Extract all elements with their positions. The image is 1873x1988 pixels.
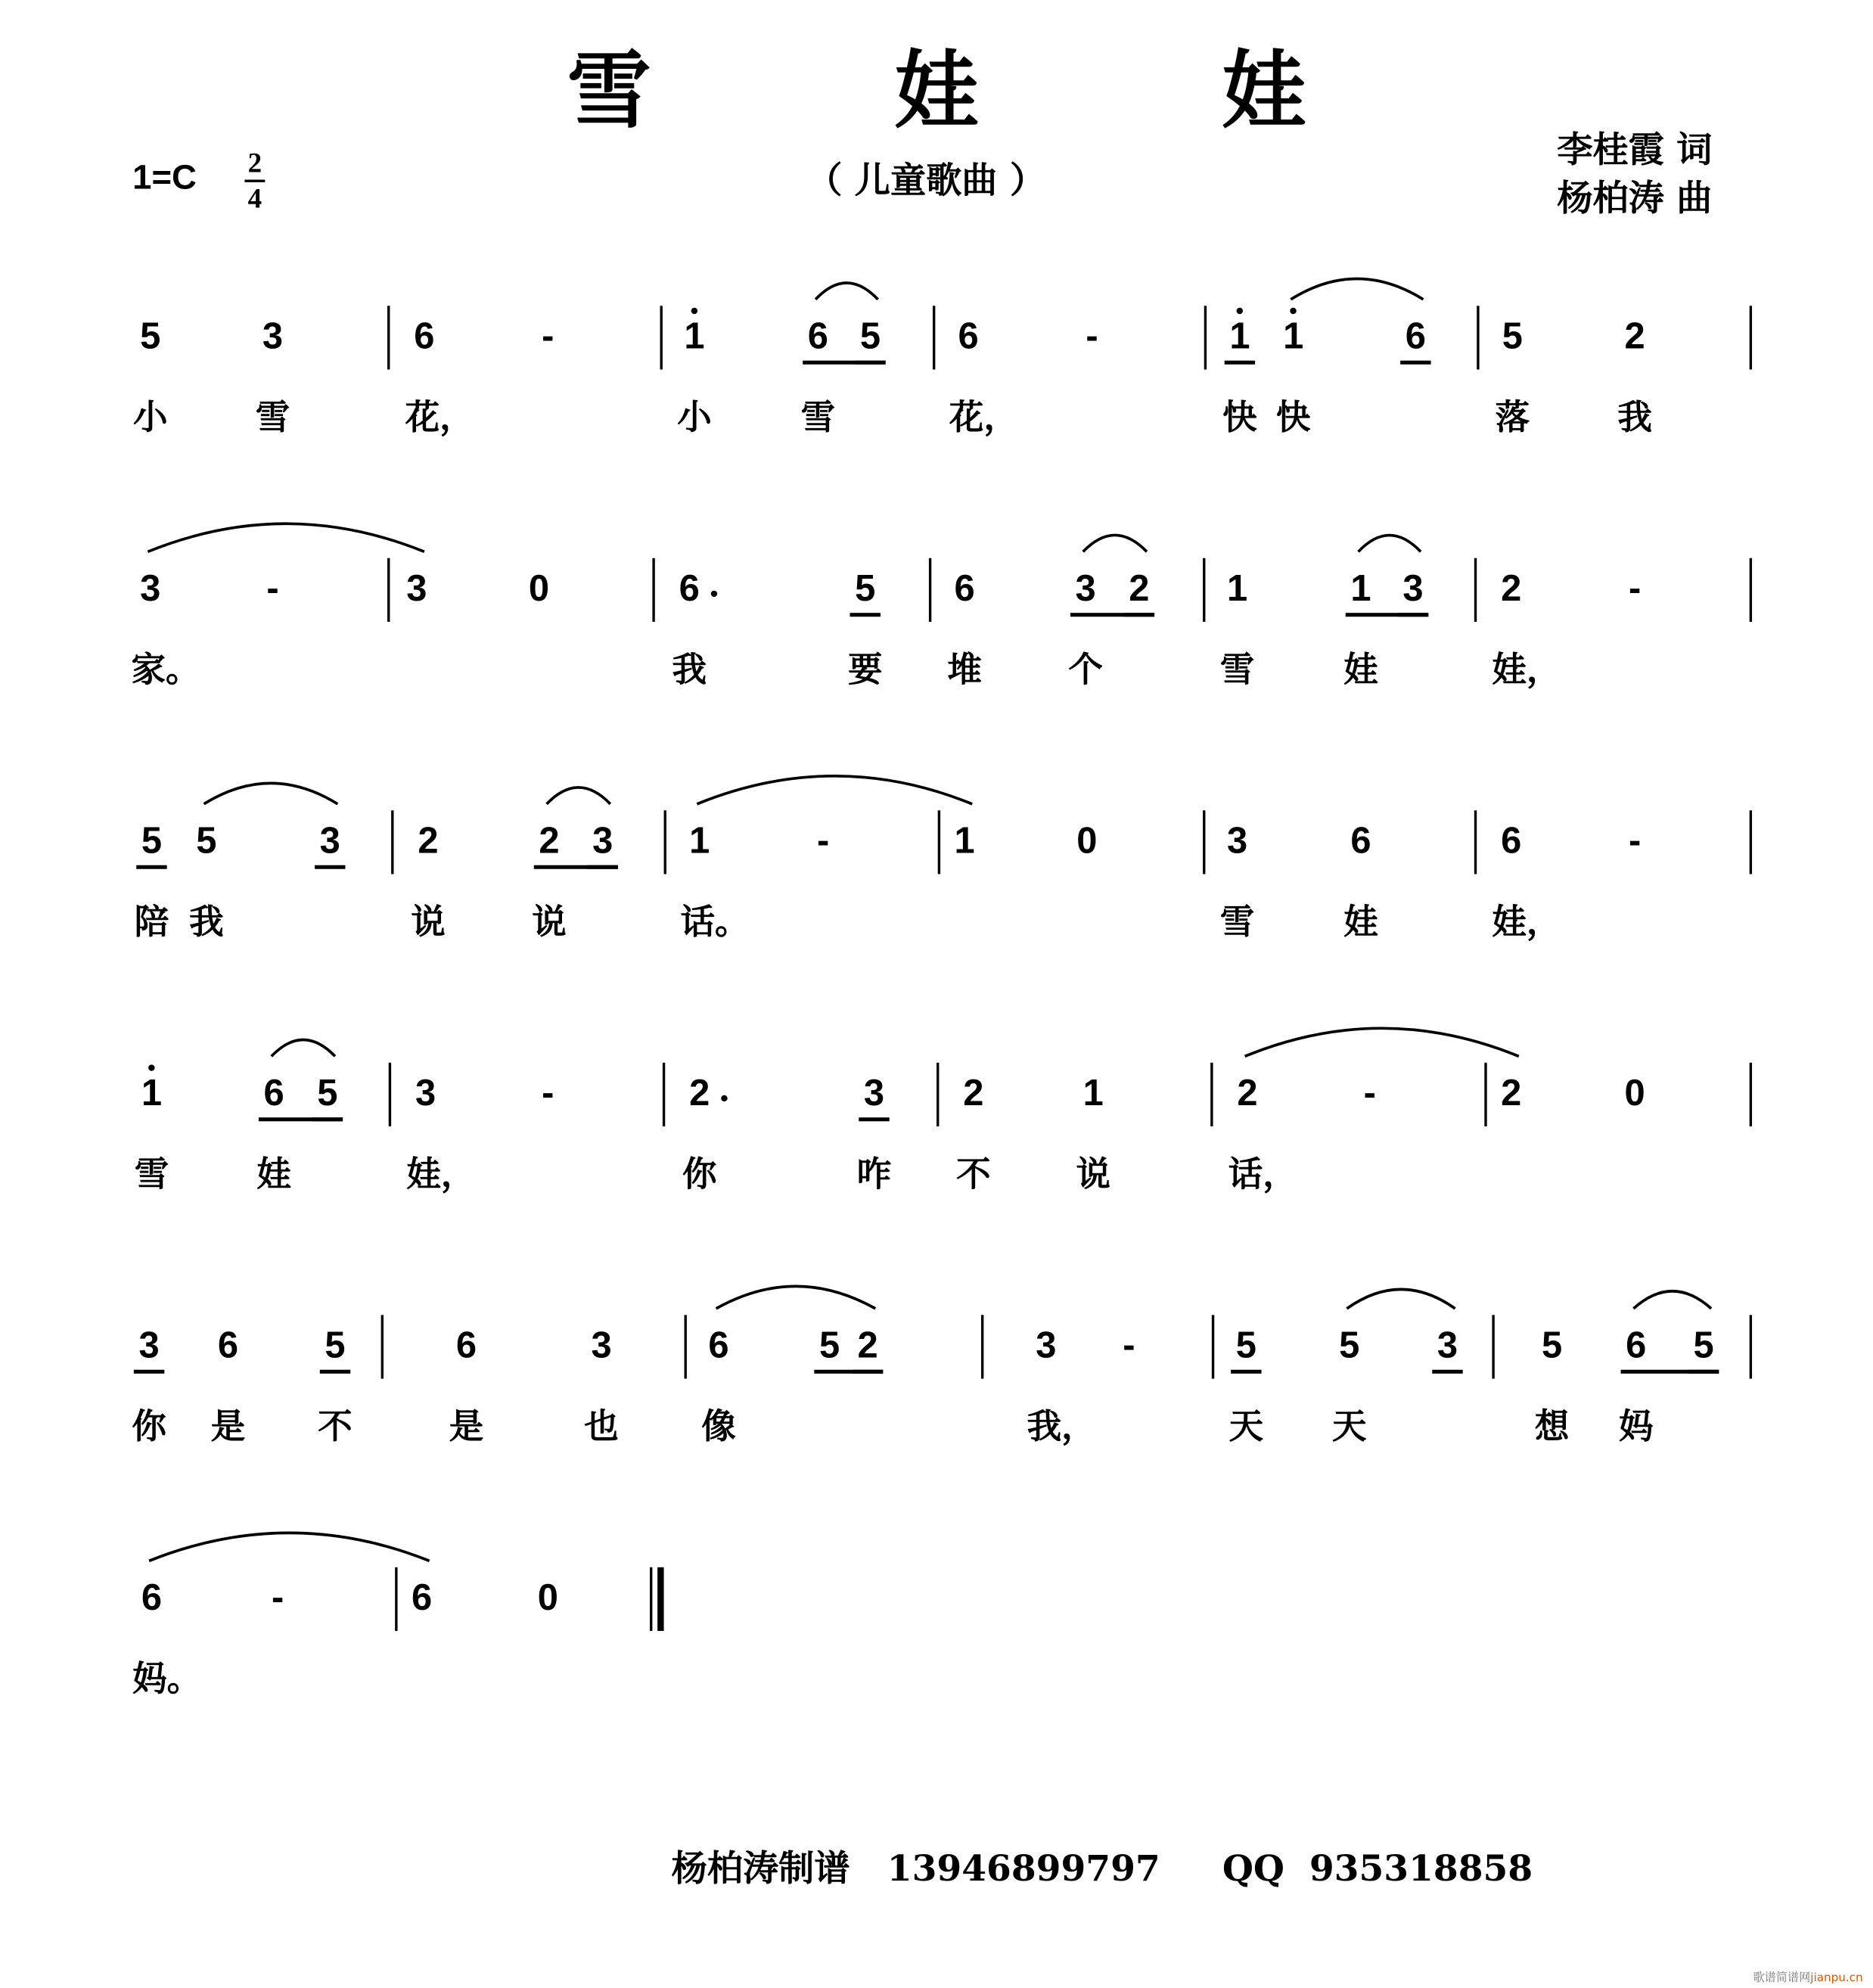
- lyric-syllable: 说: [411, 902, 446, 943]
- barline: [1750, 1315, 1752, 1378]
- lyric-syllable: 妈: [1619, 1407, 1654, 1447]
- final-barline-thick: [657, 1567, 663, 1631]
- eighth-underline: [136, 865, 166, 868]
- eighth-underline: [312, 1117, 343, 1120]
- note: 3: [262, 316, 284, 358]
- note: 5: [859, 316, 881, 358]
- note: 2: [689, 1076, 710, 1113]
- lyric-syllable: 我: [189, 902, 224, 943]
- lyric-syllable: 娃，: [1492, 650, 1561, 691]
- note: 5: [140, 316, 161, 358]
- note: 6: [958, 316, 979, 358]
- note: 0: [528, 569, 550, 610]
- lyric-syllable: 花，: [949, 398, 1018, 438]
- sustain-dash: -: [1086, 316, 1098, 358]
- note: 3: [1437, 1325, 1458, 1367]
- note: 3: [138, 1325, 160, 1367]
- note: 0: [1624, 1073, 1645, 1115]
- slur: [716, 1286, 876, 1308]
- note: 5: [1542, 1325, 1563, 1367]
- watermark: [1753, 1968, 1862, 1985]
- time-bottom: 4: [247, 182, 262, 214]
- note: 1: [684, 319, 704, 356]
- sustain-dash: -: [542, 316, 554, 358]
- note: 3: [415, 1073, 436, 1115]
- sustain-dash: -: [1628, 569, 1642, 610]
- eighth-underline: [1688, 1370, 1719, 1373]
- sustain-dash: -: [1363, 1073, 1376, 1115]
- note: 1: [1082, 1073, 1104, 1115]
- slur: [697, 776, 972, 804]
- lyric-syllable: 雪: [255, 398, 290, 438]
- barline: [1484, 1063, 1486, 1126]
- barline: [387, 558, 390, 622]
- lyric-syllable: 我: [672, 650, 707, 691]
- eighth-underline: [1231, 1370, 1261, 1373]
- lyric-syllable: 话。: [680, 902, 750, 943]
- subtitle: （ 儿童歌曲 ）: [806, 159, 1046, 202]
- barline: [387, 306, 390, 369]
- slur: [272, 1039, 335, 1056]
- barline: [1210, 1063, 1213, 1126]
- eighth-underline: [588, 865, 618, 868]
- lyric-syllable: 娃: [1343, 650, 1378, 691]
- lyric-syllable: 雪: [1219, 650, 1255, 691]
- key-text: 1=C: [132, 157, 197, 197]
- slur: [148, 523, 424, 551]
- note: 3: [319, 821, 340, 862]
- high-octave-dot: [148, 1064, 154, 1070]
- slur: [204, 783, 338, 803]
- barline: [1750, 306, 1752, 369]
- barline: [1203, 810, 1205, 874]
- barline: [391, 810, 393, 874]
- lyric-syllable: 要: [847, 650, 883, 691]
- note: 2: [539, 821, 560, 862]
- composer-credit: 杨柏涛 曲: [1557, 177, 1713, 219]
- lyric-syllable: 堆: [947, 650, 982, 691]
- eighth-underline: [853, 1370, 883, 1373]
- sustain-dash: -: [1628, 821, 1642, 862]
- note: 6: [1501, 821, 1522, 862]
- note: 3: [140, 569, 161, 610]
- lyric-syllable: 说: [532, 902, 567, 943]
- lyric-syllable: 话，: [1228, 1154, 1297, 1195]
- barline: [389, 1063, 391, 1126]
- note: 3: [863, 1073, 885, 1115]
- lyric-syllable: 雪: [800, 398, 836, 438]
- note: 5: [1339, 1325, 1360, 1367]
- note: 3: [406, 569, 427, 610]
- lyric-syllable: 个: [1068, 650, 1103, 691]
- eighth-underline: [315, 865, 345, 868]
- note: 2: [1624, 316, 1645, 358]
- lyric-syllable: 小: [133, 398, 168, 438]
- lyric-syllable: 不: [956, 1154, 991, 1195]
- sustain-dash: -: [266, 569, 279, 610]
- note: 5: [141, 821, 163, 862]
- lyric-syllable: 花，: [405, 398, 474, 438]
- slur: [1083, 535, 1147, 551]
- barline: [1474, 810, 1477, 874]
- lyric-syllable: 我: [1617, 398, 1652, 438]
- lyric-syllable: 家。: [131, 650, 200, 691]
- lyric-syllable: 是: [449, 1407, 484, 1447]
- eighth-underline: [134, 1370, 164, 1373]
- note: 6: [141, 1578, 163, 1620]
- lyric-syllable: 小: [677, 398, 712, 438]
- eighth-underline: [1124, 613, 1154, 616]
- slur: [1359, 536, 1421, 552]
- note: 6: [414, 316, 435, 358]
- barline: [685, 1315, 687, 1378]
- slur: [1291, 278, 1423, 299]
- lyric-syllable: 陪: [134, 902, 169, 943]
- lyric-syllable: 也: [584, 1407, 619, 1447]
- note: 5: [855, 569, 876, 610]
- sustain-dash: -: [542, 1073, 554, 1115]
- eighth-underline: [1225, 361, 1255, 364]
- barline: [933, 306, 935, 369]
- note: 5: [1502, 316, 1523, 358]
- note: 0: [537, 1578, 558, 1620]
- lyric-syllable: 雪: [1219, 902, 1255, 943]
- note: 2: [1501, 569, 1522, 610]
- sustain-dash: -: [1123, 1325, 1135, 1367]
- note: 1: [689, 821, 710, 862]
- note: 1: [1350, 569, 1371, 610]
- lyricist-credit: 李桂霞 词: [1557, 129, 1713, 171]
- lyric-syllable: 天: [1228, 1407, 1264, 1447]
- lyric-syllable: 娃: [1343, 902, 1378, 943]
- note: 5: [818, 1325, 840, 1367]
- barline: [1750, 810, 1752, 874]
- watermark-domain: jianpu.cn: [1810, 1972, 1863, 1986]
- note: 6: [217, 1325, 239, 1367]
- time-top: 2: [247, 146, 262, 179]
- note: 6: [411, 1578, 433, 1620]
- note: 0: [1076, 821, 1098, 862]
- lyric-syllable: 不: [318, 1407, 353, 1447]
- slur: [547, 787, 610, 804]
- slur: [1347, 1289, 1455, 1308]
- note: 1: [954, 821, 975, 862]
- high-octave-dot: [1290, 308, 1296, 314]
- eighth-underline: [1400, 361, 1430, 364]
- note: 5: [196, 821, 217, 862]
- note: 6: [807, 316, 828, 358]
- barline: [1750, 558, 1752, 622]
- barline: [981, 1315, 983, 1378]
- note: 6: [455, 1325, 477, 1367]
- high-octave-dot: [691, 308, 697, 314]
- lyric-syllable: 是: [210, 1407, 246, 1447]
- note: 6: [1626, 1325, 1647, 1367]
- note: 3: [591, 1325, 612, 1367]
- lyric-syllable: 雪: [134, 1154, 169, 1195]
- lyric-syllable: 说: [1076, 1154, 1110, 1195]
- barline: [664, 810, 666, 874]
- slur: [1633, 1291, 1711, 1309]
- barline: [381, 1315, 384, 1378]
- barline: [938, 810, 940, 874]
- lyric-syllable: 我，: [1027, 1407, 1096, 1447]
- lyric-syllable: 妈。: [132, 1659, 202, 1700]
- note: 2: [857, 1325, 878, 1367]
- final-barline: [650, 1567, 652, 1631]
- barline: [1203, 558, 1205, 622]
- eighth-underline: [859, 1117, 889, 1120]
- watermark-site: 歌谱简谱网: [1753, 1972, 1811, 1986]
- note: 1: [1226, 569, 1248, 610]
- high-octave-dot: [1237, 308, 1243, 314]
- note: 2: [963, 1073, 984, 1115]
- note: 5: [317, 1073, 338, 1115]
- lyric-syllable: 娃，: [406, 1154, 476, 1195]
- lyric-syllable: 你: [682, 1154, 717, 1195]
- note: 3: [1226, 821, 1248, 862]
- note: 1: [141, 1076, 162, 1113]
- lyric-syllable: 想: [1534, 1407, 1570, 1447]
- eighth-underline: [1432, 1370, 1462, 1373]
- sustain-dash: -: [272, 1578, 284, 1620]
- note: 6: [263, 1073, 284, 1115]
- song-title: 雪 娃 娃: [567, 40, 1413, 141]
- barline: [1492, 1315, 1494, 1378]
- slur: [815, 283, 878, 300]
- note: 6: [708, 1325, 729, 1367]
- lyric-syllable: 像: [701, 1407, 736, 1447]
- slur: [149, 1533, 430, 1561]
- eighth-underline: [850, 613, 880, 616]
- note: 5: [1235, 1325, 1256, 1367]
- note: 3: [1075, 569, 1096, 610]
- lyric-syllable: 天: [1332, 1407, 1367, 1447]
- note: 3: [1402, 569, 1424, 610]
- lyric-syllable: 快: [1222, 398, 1257, 438]
- note: 5: [325, 1325, 346, 1367]
- note: 2: [1501, 1073, 1522, 1115]
- eighth-underline: [855, 361, 885, 364]
- note: 2: [1129, 569, 1150, 610]
- barline: [936, 1063, 939, 1126]
- lyric-syllable: 咋: [856, 1154, 892, 1195]
- note: 6: [1350, 821, 1371, 862]
- barline: [929, 558, 931, 622]
- barline: [1477, 306, 1479, 369]
- sustain-dash: -: [816, 821, 830, 862]
- barline: [1212, 1315, 1214, 1378]
- note: 2: [1237, 1073, 1258, 1115]
- note: 1: [1283, 319, 1303, 356]
- barline: [1474, 558, 1477, 622]
- note: 1: [1229, 319, 1250, 356]
- note: 3: [1036, 1325, 1057, 1367]
- note: 2: [418, 821, 439, 862]
- lyric-syllable: 你: [132, 1407, 166, 1447]
- lyric-syllable: 娃: [256, 1154, 291, 1195]
- barline: [1750, 1063, 1752, 1126]
- eighth-underline: [1398, 613, 1428, 616]
- lyric-syllable: 快: [1275, 398, 1311, 438]
- footer-credit: 杨柏涛制谱 13946899797 QQ 935318858: [671, 1847, 1533, 1890]
- note: 6: [679, 571, 700, 608]
- slur: [1245, 1028, 1519, 1056]
- note: 6: [954, 569, 975, 610]
- barline: [395, 1567, 397, 1631]
- note: 5: [1693, 1325, 1714, 1367]
- barline: [660, 306, 663, 369]
- barline: [663, 1063, 665, 1126]
- note: 6: [1405, 316, 1426, 358]
- barline: [1204, 306, 1207, 369]
- eighth-underline: [320, 1370, 350, 1373]
- lyric-syllable: 落: [1495, 398, 1530, 438]
- barline: [652, 558, 654, 622]
- lyric-syllable: 娃，: [1492, 902, 1561, 943]
- note: 3: [592, 821, 613, 862]
